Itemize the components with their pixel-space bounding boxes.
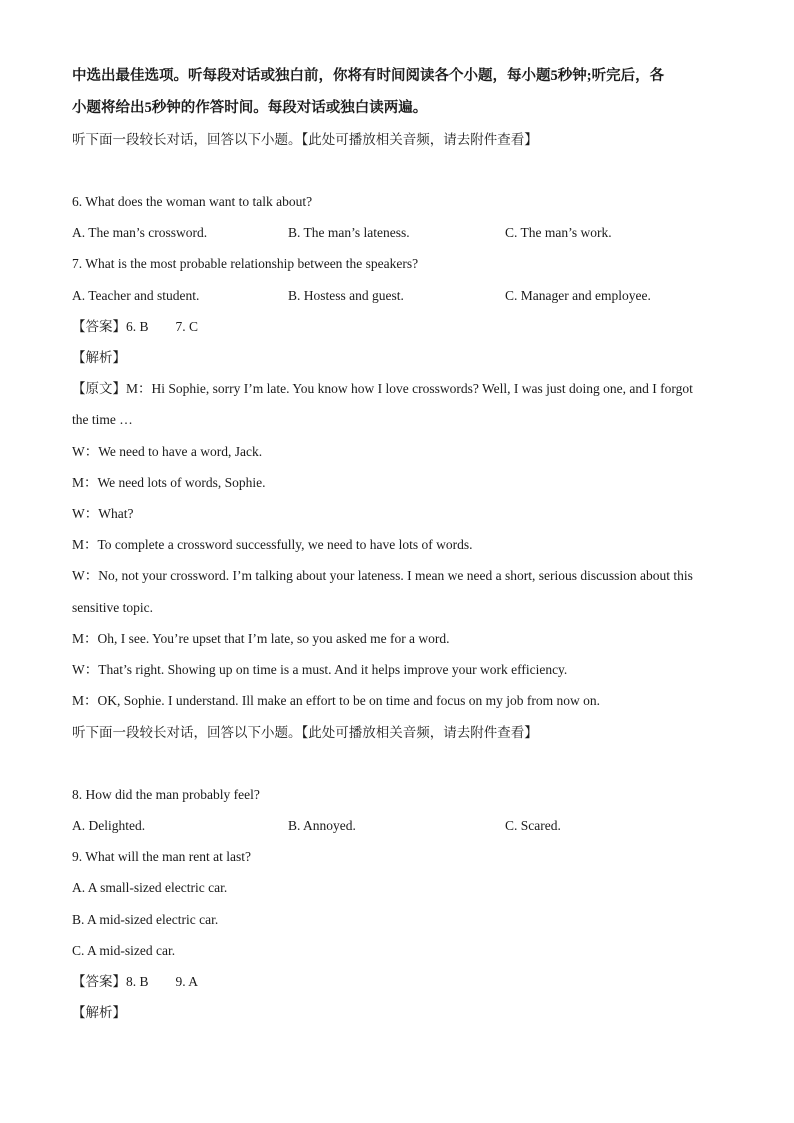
- question-7: 7. What is the most probable relationship between the speakers?: [72, 256, 419, 271]
- intro-line-1: 中选出最佳选项。听每段对话或独白前，你将有时间阅读各个小题，每小题5秒钟;听完后，各: [72, 68, 665, 84]
- answer-line-1: 【答案】6. B 7. C: [72, 319, 199, 334]
- transcript-line: M：We need lots of words, Sophie.: [72, 475, 266, 490]
- analysis-heading-1: 【解析】: [72, 350, 126, 365]
- transcript-line: sensitive topic.: [72, 600, 153, 615]
- transcript-line: W：What?: [72, 506, 134, 521]
- transcript-line: M：Oh, I see. You’re upset that I’m late, so you asked me for a word.: [72, 631, 450, 646]
- question-9: 9. What will the man rent at last?: [72, 849, 251, 864]
- q7-option-c: C. Manager and employee.: [505, 288, 651, 303]
- q8-option-b: B. Annoyed.: [288, 818, 356, 833]
- q6-option-c: C. The man’s work.: [505, 225, 612, 240]
- q8-option-c: C. Scared.: [505, 818, 561, 833]
- question-8: 8. How did the man probably feel?: [72, 787, 260, 802]
- q7-option-a: A. Teacher and student.: [72, 288, 200, 303]
- q7-option-b: B. Hostess and guest.: [288, 288, 404, 303]
- q8-option-a: A. Delighted.: [72, 818, 146, 833]
- transcript-line: M：OK, Sophie. I understand. Ill make an effort to be on time and focus on my job from now on.: [72, 693, 601, 708]
- q9-option-c: C. A mid-sized car.: [72, 943, 176, 958]
- section1-instruction: 听下面一段较长对话，回答以下小题。【此处可播放相关音频，请去附件查看】: [72, 132, 538, 147]
- q9-option-a: A. A small-sized electric car.: [72, 880, 228, 895]
- question-6: 6. What does the woman want to talk about?: [72, 194, 313, 209]
- analysis-heading-2: 【解析】: [72, 1005, 126, 1020]
- transcript-line: the time …: [72, 412, 133, 427]
- answer-line-2: 【答案】8. B 9. A: [72, 974, 199, 989]
- transcript-line: W：We need to have a word, Jack.: [72, 444, 263, 459]
- intro-line-2: 小题将给出5秒钟的作答时间。每段对话或独白读两遍。: [72, 100, 428, 116]
- q6-option-a: A. The man’s crossword.: [72, 225, 208, 240]
- transcript-line: 【原文】M：Hi Sophie, sorry I’m late. You know how I love crosswords? Well, I was just doing one, and I forgot: [72, 381, 693, 396]
- transcript-line: W：That’s right. Showing up on time is a must. And it helps improve your work efficiency.: [72, 662, 568, 677]
- section2-instruction: 听下面一段较长对话，回答以下小题。【此处可播放相关音频，请去附件查看】: [72, 725, 538, 740]
- transcript-line: W：No, not your crossword. I’m talking about your lateness. I mean we need a short, serious discussion about this: [72, 568, 693, 583]
- q9-option-b: B. A mid-sized electric car.: [72, 912, 219, 927]
- q6-option-b: B. The man’s lateness.: [288, 225, 410, 240]
- transcript-line: M：To complete a crossword successfully, we need to have lots of words.: [72, 537, 473, 552]
